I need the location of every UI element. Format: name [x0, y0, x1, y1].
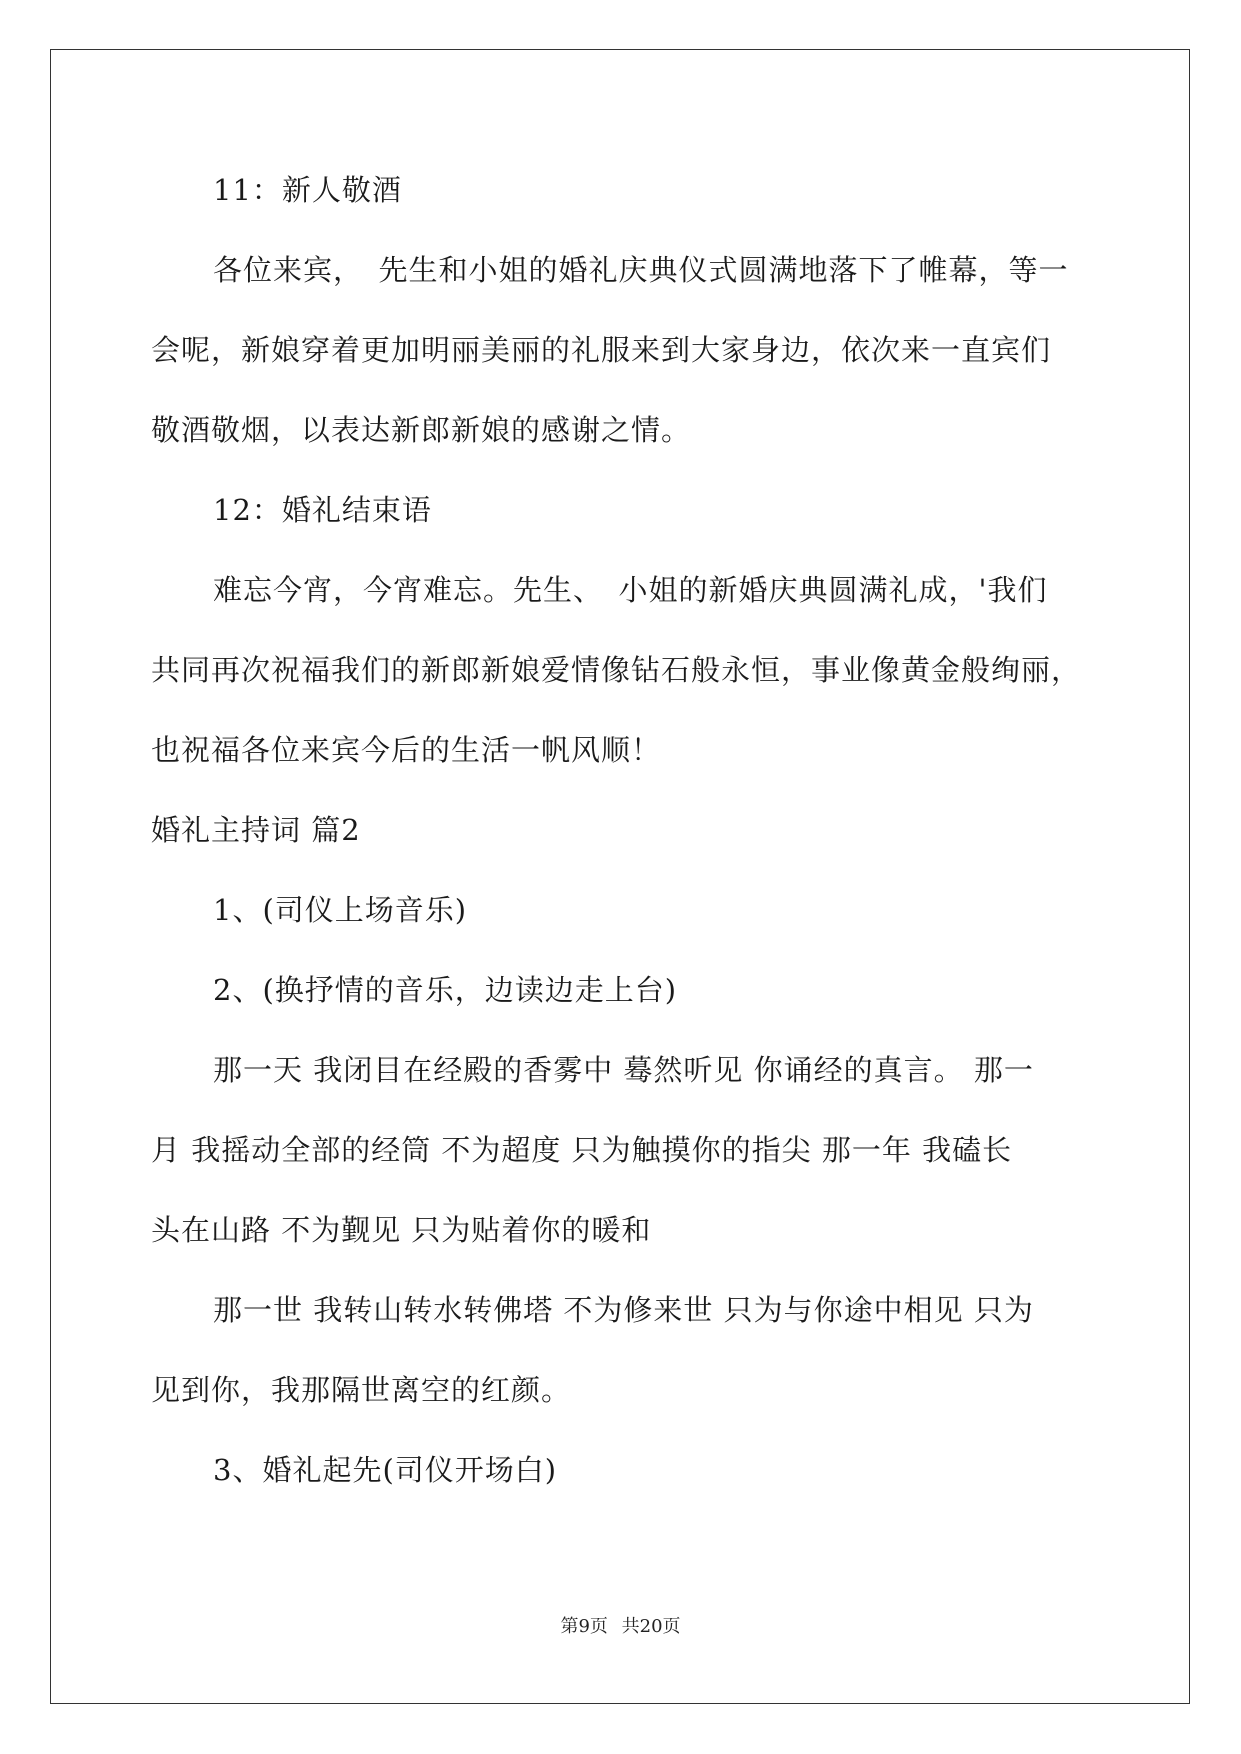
article-title: 婚礼主持词 篇2: [151, 813, 361, 847]
list-item: 2、(换抒情的音乐，边读边走上台): [213, 973, 678, 1007]
paragraph-line: 难忘今宵，今宵难忘。先生、 小姐的新婚庆典圆满礼成，'我们: [213, 573, 1048, 607]
list-item: 3、婚礼起先(司仪开场白): [213, 1453, 558, 1487]
paragraph-line: 那一世 我转山转水转佛塔 不为修来世 只为与你途中相见 只为: [213, 1293, 1034, 1327]
paragraph-line: 月 我摇动全部的经筒 不为超度 只为触摸你的指尖 那一年 我磕长: [151, 1133, 1013, 1167]
paragraph-line: 敬酒敬烟，以表达新郎新娘的感谢之情。: [151, 413, 692, 447]
paragraph-line: 会呢，新娘穿着更加明丽美丽的礼服来到大家身边，依次来一直宾们: [151, 333, 1052, 367]
paragraph-line: 各位来宾， 先生和小姐的婚礼庆典仪式圆满地落下了帷幕，等一: [213, 253, 1069, 287]
paragraph-line: 见到你，我那隔世离空的红颜。: [151, 1373, 572, 1407]
paragraph-line: 也祝福各位来宾今后的生活一帆风顺！: [151, 733, 662, 767]
list-item: 1、(司仪上场音乐): [213, 893, 468, 927]
page-footer: [0, 1612, 1241, 1638]
page-number: 第9页: [560, 1616, 608, 1637]
paragraph-line: 头在山路 不为觐见 只为贴着你的暖和: [151, 1213, 652, 1247]
section-heading-12: 12：婚礼结束语: [213, 493, 432, 527]
paragraph-line: 共同再次祝福我们的新郎新娘爱情像钻石般永恒，事业像黄金般绚丽，: [151, 653, 1082, 687]
section-heading-11: 11：新人敬酒: [213, 173, 402, 207]
paragraph-line: 那一天 我闭目在经殿的香雾中 蓦然听见 你诵经的真言。 那一: [213, 1053, 1034, 1087]
page-total: 共20页: [621, 1616, 681, 1637]
